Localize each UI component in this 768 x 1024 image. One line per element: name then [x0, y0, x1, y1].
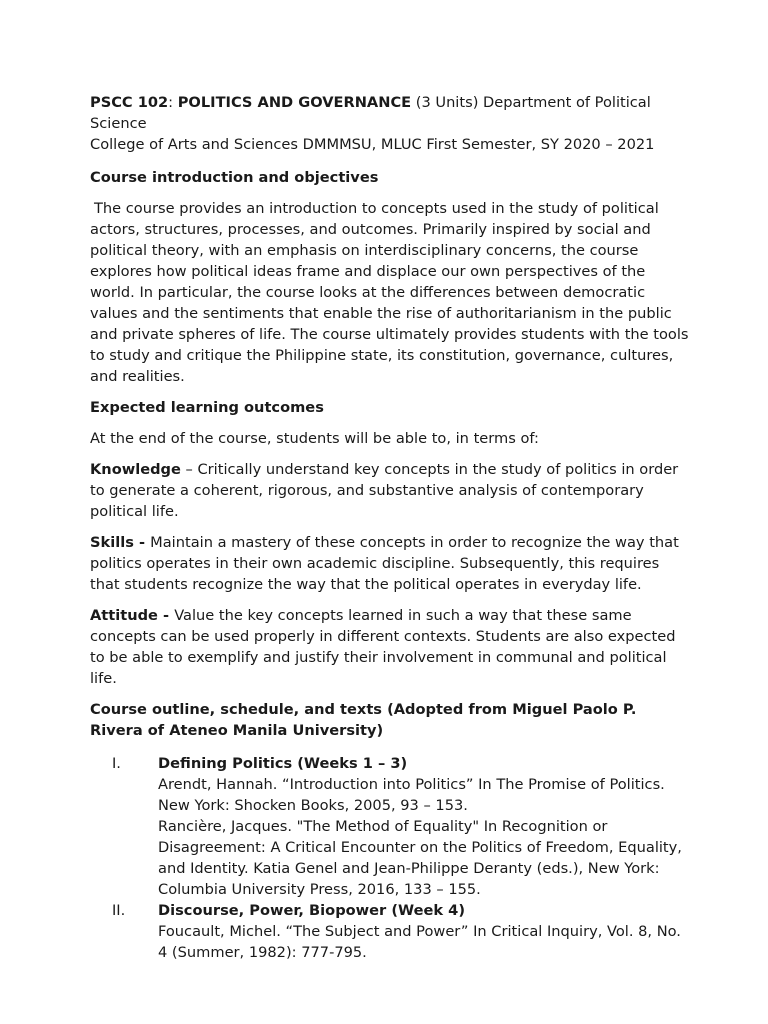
course-code: PSCC 102 [90, 94, 169, 111]
outcomes-lead: At the end of the course, students will be able to, in terms of: [90, 430, 539, 447]
course-college-term: College of Arts and Sciences DMMMSU, MLUC First Semester, SY 2020 – 2021 [90, 136, 655, 153]
skills-label: Skills - [90, 534, 151, 551]
code-separator: : [168, 94, 178, 111]
outline-item [90, 900, 690, 963]
attitude-outcome [90, 605, 690, 689]
intro-paragraph: The course provides an introduction to concepts used in the study of political actors, structures, processes, and outcomes. Primarily inspired by social and political theory, with an emphasis on interdisciplinary concerns, the course explores how political ideas frame and displace our own perspectives of the world. In particular, the course looks at the differences between democratic values and the sentiments that enable the rise of authoritarianism in the public and private spheres of life. The course ultimately provides students with the tools to study and critique the Philippine state, its constitution, governance, cultures, and realities. [90, 200, 689, 385]
knowledge-label: Knowledge [90, 461, 181, 478]
outline-heading: Course outline, schedule, and texts (Adopted from Miguel Paolo P. Rivera of Ateneo Manila University) [90, 701, 637, 739]
skills-text: Maintain a mastery of these concepts in order to recognize the way that politics operates in their own academic discipline. Subsequently, this requires that students recognize the way that the political operates in everyday life. [90, 534, 679, 593]
knowledge-text: – Critically understand key concepts in the study of politics in order to generate a coherent, rigorous, and substantive analysis of contemporary political life. [90, 461, 679, 520]
reference-entry: Rancière, Jacques. "The Method of Equality" In Recognition or Disagreement: A Critical Encounter on the Politics of Freedom, Equality, and Identity. Katia Genel and Jean-Philippe Deranty (eds.), New York: Columbia University Press, 2016, 133 – 155. [158, 818, 682, 898]
document-page [90, 92, 690, 963]
outline-item [90, 753, 690, 900]
intro-heading: Course introduction and objectives [90, 169, 379, 186]
course-units-department: (3 Units) Department of Political Science [90, 94, 651, 132]
outline-item-title: Discourse, Power, Biopower (Week 4) [158, 902, 465, 919]
attitude-text: Value the key concepts learned in such a way that these same concepts can be used properly in different contexts. Students are also expected to be able to exemplify and justify their involvement in communal and political life. [90, 607, 676, 687]
course-title: POLITICS AND GOVERNANCE [177, 94, 412, 111]
outline-numeral: II. [112, 902, 126, 919]
course-header [90, 92, 690, 155]
outline-numeral: I. [112, 755, 121, 772]
outline-list [90, 753, 690, 963]
reference-entry: Foucault, Michel. “The Subject and Power” In Critical Inquiry, Vol. 8, No. 4 (Summer, 1982): 777-795. [158, 923, 681, 961]
knowledge-outcome [90, 459, 690, 522]
attitude-label: Attitude - [90, 607, 175, 624]
reference-entry: Arendt, Hannah. “Introduction into Politics” In The Promise of Politics. New York: Shocken Books, 2005, 93 – 153. [158, 776, 665, 814]
outline-item-title: Defining Politics (Weeks 1 – 3) [158, 755, 408, 772]
skills-outcome [90, 532, 690, 595]
outcomes-heading: Expected learning outcomes [90, 399, 324, 416]
